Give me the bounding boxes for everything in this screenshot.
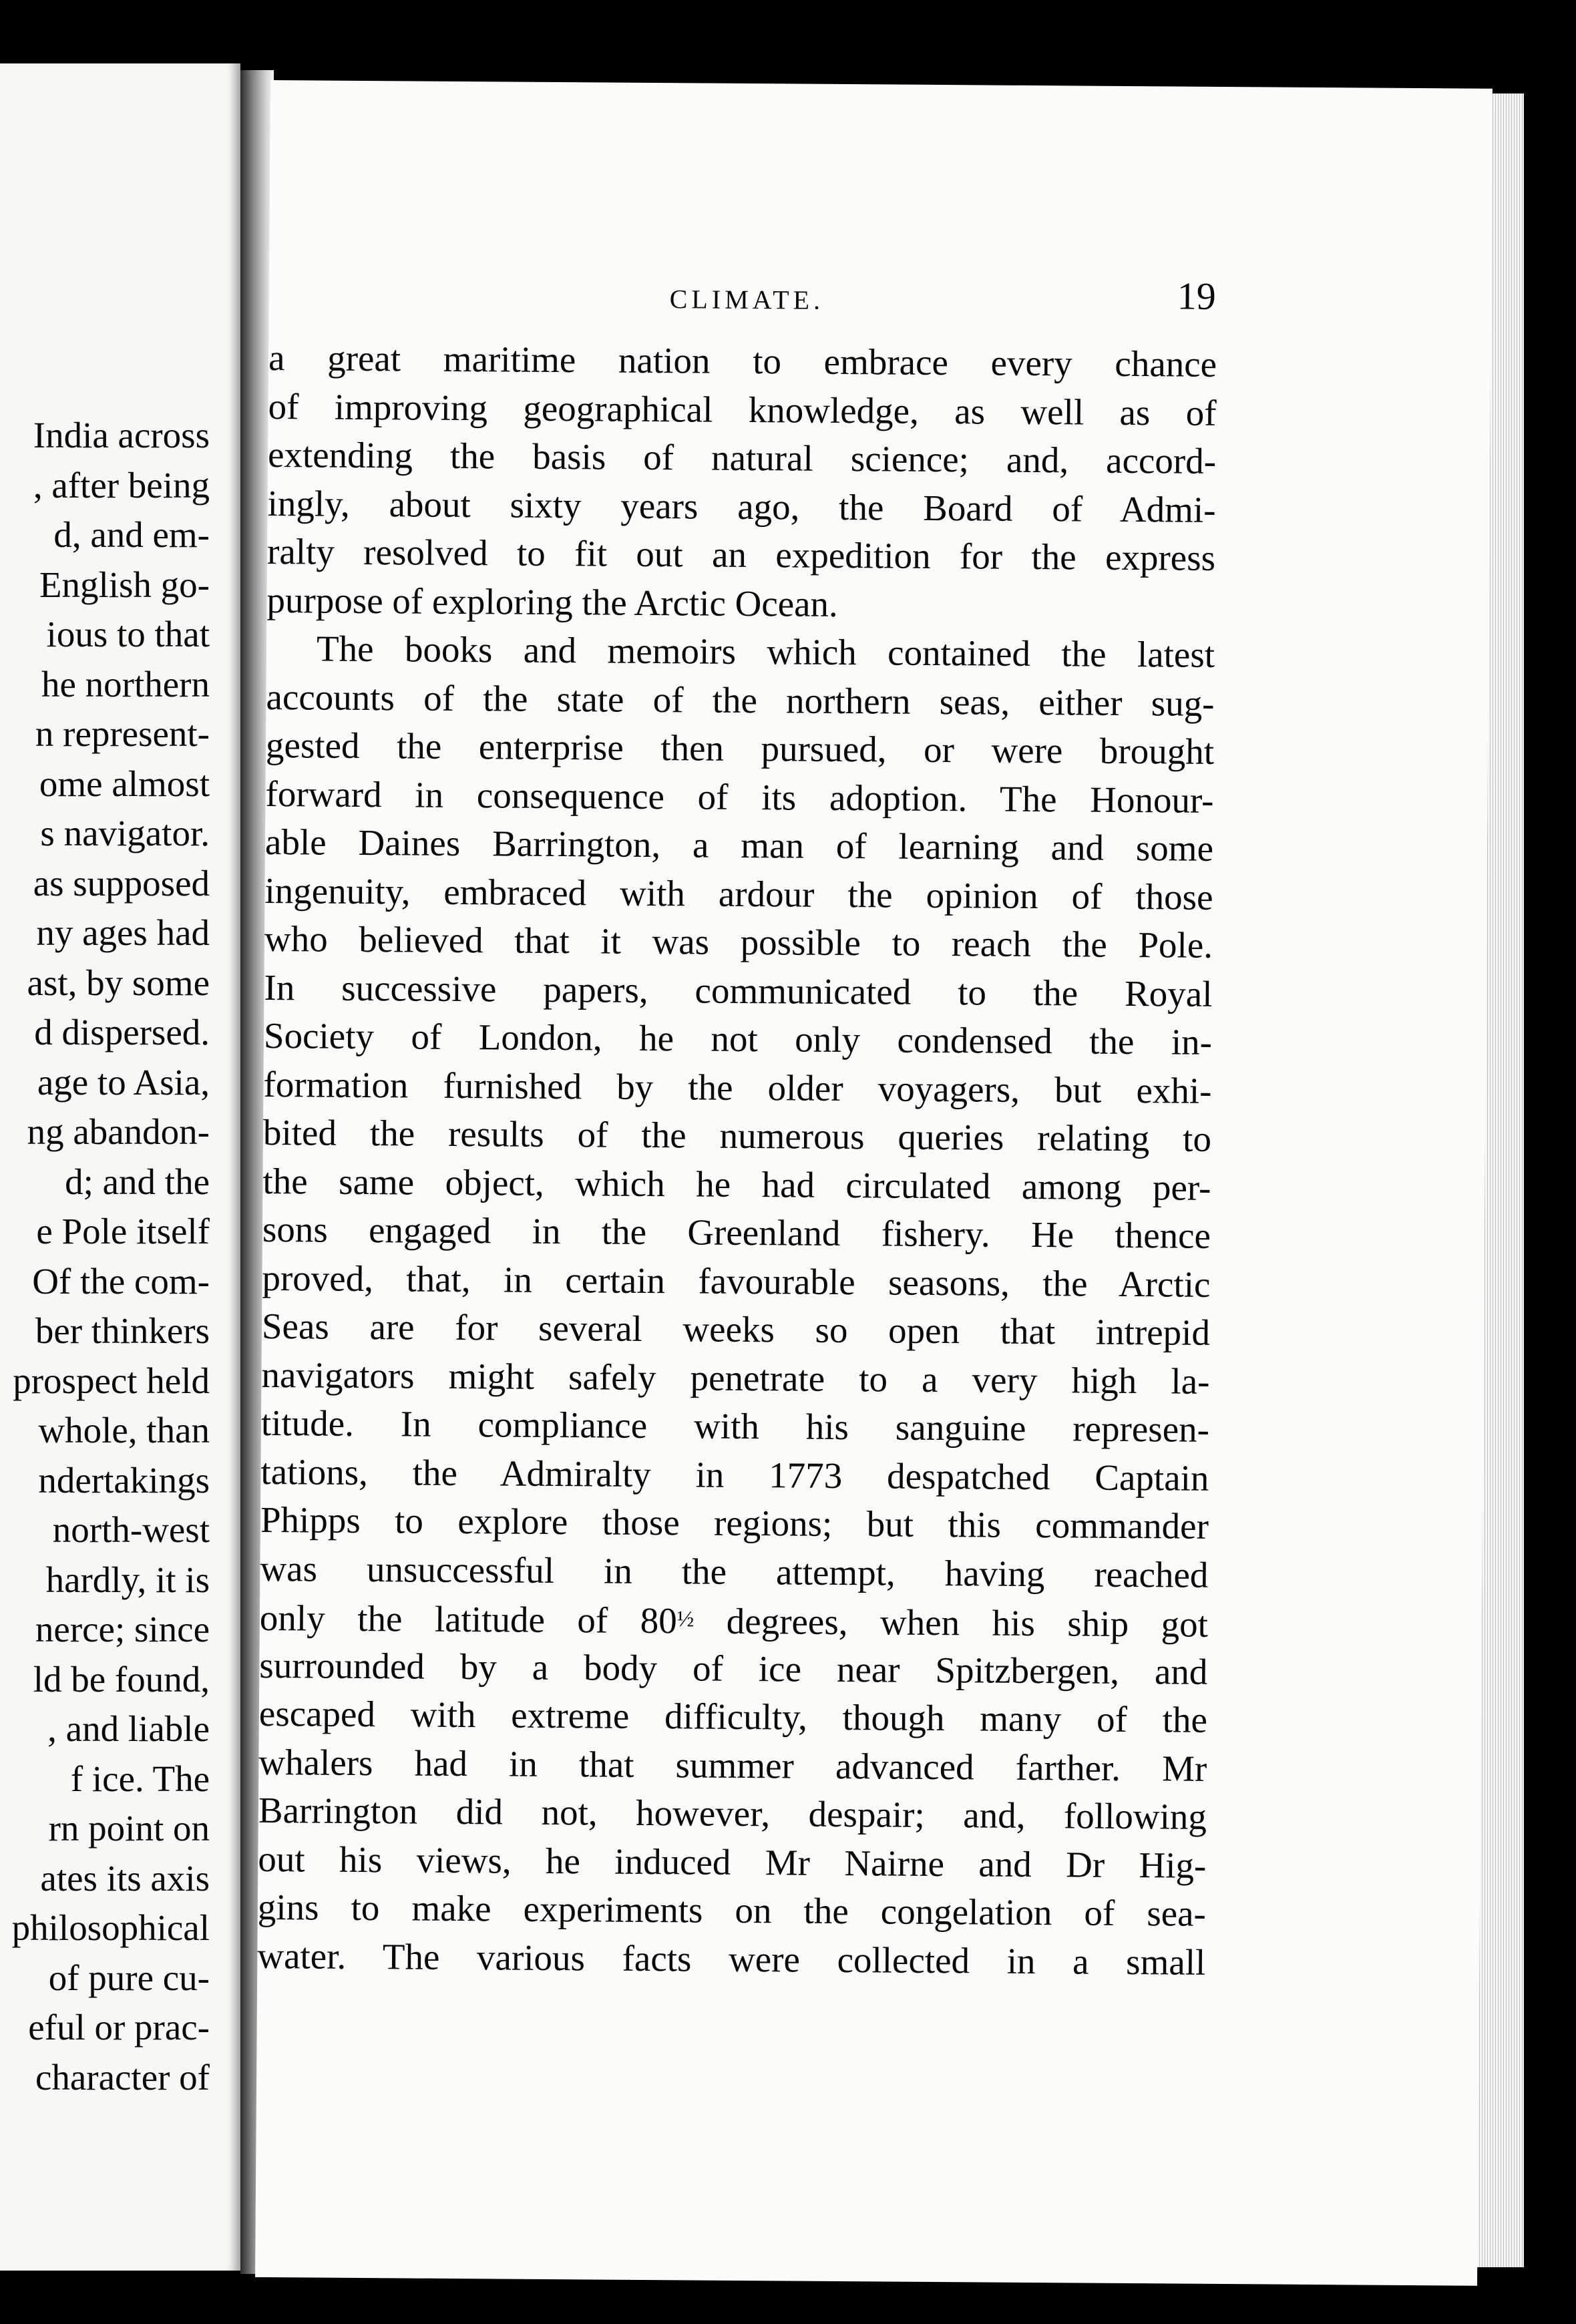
text-line: escaped with extreme difficulty, though many of the: [258, 1692, 1208, 1740]
text-line: In successive papers, communicated to the Royal: [264, 966, 1213, 1014]
text-line: ingenuity, embraced with ardour the opinion of those: [264, 869, 1213, 918]
left-page-text: [12, 411, 210, 2102]
line-tail: degrees, when his ship got: [694, 1600, 1209, 1645]
text-line: forward in consequence of its adoption. The Honour-: [265, 773, 1214, 821]
text-line: he northern: [41, 663, 210, 705]
text-line: Barrington did not, however, despair; and, following: [258, 1789, 1207, 1837]
text-line: water. The various facts were collected in a small: [257, 1935, 1206, 1983]
left-page: [0, 63, 240, 2271]
text-line: whole, than: [38, 1410, 210, 1450]
text-line: d; and the: [65, 1161, 210, 1202]
text-line: out his views, he induced Mr Nairne and Dr Hig-: [258, 1838, 1207, 1886]
text-line: titude. In compliance with his sanguine represen-: [260, 1402, 1210, 1450]
text-line: Seas are for several weeks so open that intrepid: [261, 1305, 1211, 1353]
text-line: as supposed: [33, 862, 210, 904]
text-line: gested the enterprise then pursued, or were brought: [265, 724, 1215, 772]
text-line: who believed that it was possible to reach the Pole.: [264, 918, 1213, 966]
fraction: ½: [676, 1607, 695, 1632]
text-line: ates its axis: [40, 1857, 210, 1899]
text-line: purpose of exploring the Arctic Ocean.: [266, 579, 839, 624]
text-line: ome almost: [39, 763, 210, 804]
line-head: only the latitude of 80: [259, 1597, 677, 1641]
text-line: ber thinkers: [35, 1310, 210, 1351]
text-line: whalers had in that summer advanced farther. Mr: [258, 1741, 1207, 1789]
text-line: ast, by some: [27, 962, 210, 1003]
text-line: English go-: [39, 564, 210, 605]
text-line: navigators might safely penetrate to a very high la-: [261, 1354, 1210, 1402]
text-line: tations, the Admiralty in 1773 despatched Captain: [260, 1450, 1209, 1499]
text-line: sons engaged in the Greenland fishery. He thence: [262, 1208, 1211, 1256]
text-line: surrounded by a body of ice near Spitzbergen, and: [259, 1644, 1208, 1692]
text-line: d, and em-: [53, 514, 210, 555]
page-number: 19: [1177, 274, 1217, 318]
text-line: philosophical: [11, 1907, 210, 1948]
text-line: gins to make experiments on the congelation of sea-: [257, 1886, 1207, 1934]
text-line: of pure cu-: [48, 1957, 210, 1998]
text-line: , and liable: [47, 1708, 210, 1749]
text-line: the same object, which he had circulated among per-: [262, 1160, 1211, 1208]
text-line: f ice. The: [70, 1758, 210, 1799]
text-line: able Daines Barrington, a man of learning and some: [264, 821, 1214, 869]
text-line: of improving geographical knowledge, as well as of: [268, 385, 1217, 433]
text-line: ndertakings: [38, 1459, 210, 1501]
text-line: Society of London, he not only condensed the in-: [263, 1014, 1213, 1062]
text-line: accounts of the state of the northern seas, either sug-: [266, 676, 1215, 724]
text-line: e Pole itself: [36, 1211, 210, 1251]
text-line: proved, that, in certain favourable seasons, the Arctic: [262, 1257, 1211, 1305]
text-line: north-west: [52, 1509, 210, 1550]
body-text: [257, 334, 1217, 1987]
text-line: prospect held: [13, 1360, 210, 1401]
text-line-with-fraction: [260, 1593, 1208, 1648]
text-line: nerce; since: [35, 1609, 210, 1650]
text-line: n represent-: [35, 713, 210, 754]
text-line: extending the basis of natural science; and, accord-: [267, 433, 1217, 481]
text-line: hardly, it is: [45, 1559, 210, 1600]
text-line: a great maritime nation to embrace every chance: [268, 337, 1217, 385]
text-line: eful or prac-: [28, 2007, 210, 2048]
text-line: age to Asia,: [37, 1061, 210, 1103]
text-line: ious to that: [46, 614, 210, 654]
text-line: rn point on: [48, 1808, 210, 1849]
text-line: bited the results of the numerous queries relating to: [262, 1111, 1212, 1159]
text-line: character of: [35, 2056, 210, 2098]
running-title: CLIMATE.: [669, 284, 825, 315]
text-line: was unsuccessful in the attempt, having reached: [260, 1547, 1209, 1595]
text-line: Of the com-: [32, 1260, 210, 1302]
text-line: d dispersed.: [34, 1012, 210, 1052]
text-line: s navigator.: [40, 813, 210, 853]
text-line: ralty resolved to fit out an expedition for the express: [266, 530, 1216, 578]
text-line: ng abandon-: [27, 1111, 210, 1152]
text-line: The books and memoirs which contained the latest: [316, 628, 1215, 675]
text-line: ingly, about sixty years ago, the Board of Admi-: [267, 482, 1216, 530]
text-line: India across: [33, 415, 210, 455]
right-page: [255, 80, 1493, 2286]
running-head: [269, 260, 1491, 316]
text-line: ld be found,: [33, 1658, 210, 1700]
text-line: Phipps to explore those regions; but this commander: [260, 1499, 1209, 1547]
text-line: , after being: [33, 464, 210, 506]
text-line: ny ages had: [36, 912, 210, 953]
text-line: formation furnished by the older voyagers, but exhi-: [263, 1063, 1212, 1111]
